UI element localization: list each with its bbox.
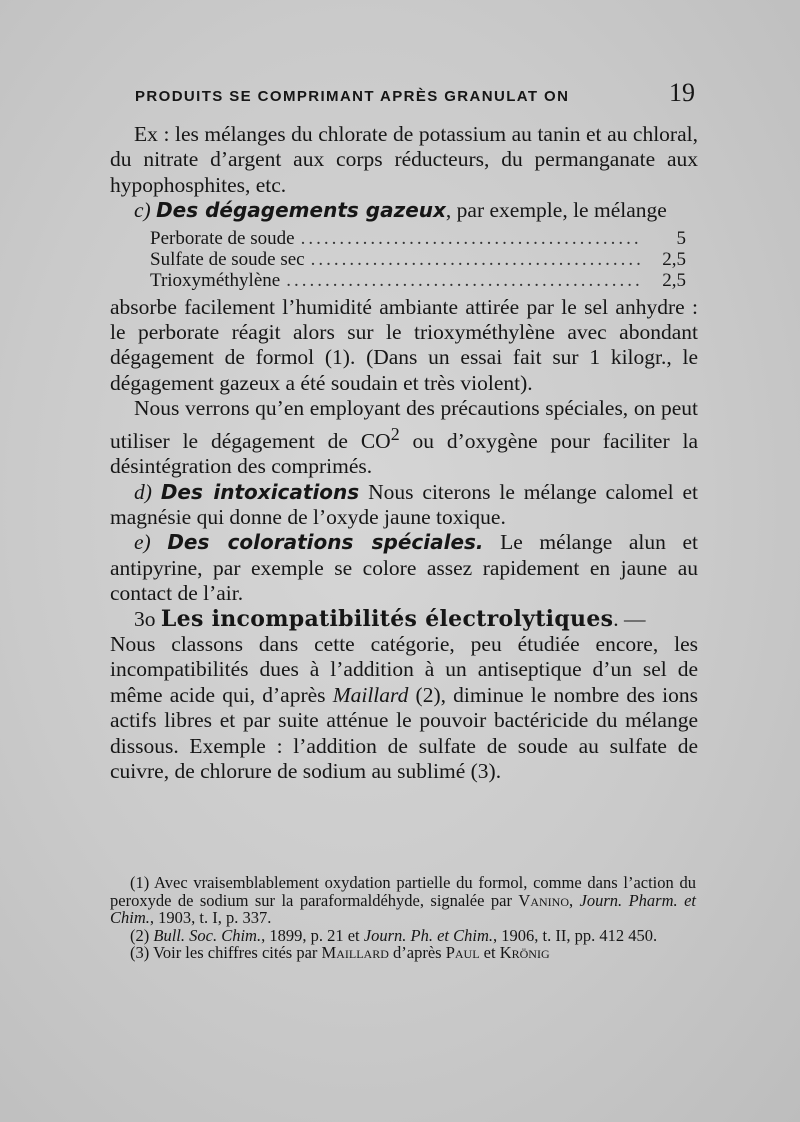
superscript-2: 2 [390,423,400,444]
footnote-1-sep: , [568,890,580,910]
footnote-3-sep: d’après [388,943,446,962]
recipe-row [150,270,686,291]
footnote-3-text: (3) Voir les chiffres cités par [130,943,322,962]
item-label-c: c) [134,198,151,223]
recipe-quantity: 2,5 [662,248,686,270]
journal-title: Journ. Ph. et Chim. [363,925,493,945]
author-maillard-fn: Maillard [321,943,389,962]
paragraph-colorations-rest: Le mélange alun et antipyrine, par exemple se colore assez rapidement en jaune au contact de l’air. [110,530,698,606]
leader-dots [286,270,640,291]
paragraph-precautions-a: Nous verrons qu’en employant des précautions spéciales, on peut utiliser le dégagement de CO [110,396,698,453]
running-header [135,78,695,108]
footnote-2-text: , 1899, p. 21 et [261,925,364,945]
page-number: 19 [669,78,695,107]
author-vanino: Vanino [518,890,569,910]
journal-title: Bull. Soc. Chim. [153,925,262,945]
paragraph-precautions [110,396,698,479]
recipe-ingredient: Trioxyméthylène [150,269,281,291]
section-number: 3o [134,606,156,631]
heading-gas-release: Des dégagements gazeux [156,198,446,223]
item-label-e: e) [134,530,151,555]
paragraph-electrolytic-b: (2), diminue le nombre des ions actifs libres et par suite atténue le pouvoir bactéricide du mélange dissous. Exemple : l’addition de sulfate de soude au sulfate de cuivre, de chlorure de sodium au sublimé (3). [110,682,698,784]
author-maillard: Maillard [332,682,409,707]
recipe-ingredient: Sulfate de soude sec [150,248,305,270]
footnote-2-ref: , 1906, t. II, pp. 412 450. [493,925,658,945]
item-label-d: d) [134,479,152,504]
leader-dots [301,228,640,249]
footnote-2 [110,927,696,945]
paragraph-example: Ex : les mélanges du chlorate de potassium au tanin et au chloral, du nitrate d’argent aux corps réducteurs, du permanganate aux hypophosphites, etc. [110,122,698,197]
running-title: PRODUITS SE COMPRIMANT APRÈS GRANULAT ON [135,88,570,105]
author-kronig: Krönig [499,943,550,962]
paragraph-gas-release [110,198,698,223]
author-paul: Paul [445,943,480,962]
footnote-2-marker: (2) [130,925,154,945]
footnote-1-text: (1) Avec vraisemblablement oxydation partielle du formol, comme dans l’action du peroxyde de sodium sur la paraformaldéhyde, signalée par [110,873,696,910]
section-title: Les incompatibilités électrolytiques [160,605,614,632]
paragraph-electrolytic-a: Nous classons dans cette catégorie, peu étudiée encore, les incompatibilités dues à l’addition à un antiseptique d’un sel de même acide qui, d’après [110,632,698,707]
footnote-3-and: et [479,943,500,962]
heading-colorations: Des colorations spéciales. [167,530,484,555]
paragraph-gas-release-rest: , par exemple, le mélange [445,198,667,223]
recipe-ingredient: Perborate de soude [150,227,295,249]
recipe-row [150,228,686,249]
section-dash: . — [613,606,646,631]
paragraph-intoxications-rest: Nous citerons le mélange calomel et magnésie qui donne de l’oxyde jaune toxique. [110,479,698,530]
paragraph-colorations [110,530,698,606]
footnote-1 [110,874,696,927]
footnote-3 [110,944,696,962]
recipe-quantity: 5 [676,227,686,249]
paragraph-precautions-b: ou d’oxygène pour faciliter la désintégration des comprimés. [110,428,698,479]
main-text [110,122,698,785]
paragraph-intoxications [110,480,698,531]
section-heading [110,607,698,632]
leader-dots [311,249,640,270]
journal-title: Journ. Pharm. et Chim. [110,890,696,927]
heading-intoxications: Des intoxications [160,479,360,504]
paragraph-electrolytic [110,632,698,784]
recipe-list [150,228,686,291]
recipe-row [150,249,686,270]
footnote-1-ref: , 1903, t. I, p. 337. [149,908,272,927]
footnotes [110,874,696,962]
paragraph-absorbs: absorbe facilement l’humidité ambiante attirée par le sel anhydre : le perborate réagit alors sur le trioxyméthylène avec abondant dégagement de formol (1). (Dans un essai fait sur 1 kilogr., le dégagement gazeux a été soudain et très violent). [110,294,698,395]
recipe-quantity: 2,5 [662,269,686,291]
